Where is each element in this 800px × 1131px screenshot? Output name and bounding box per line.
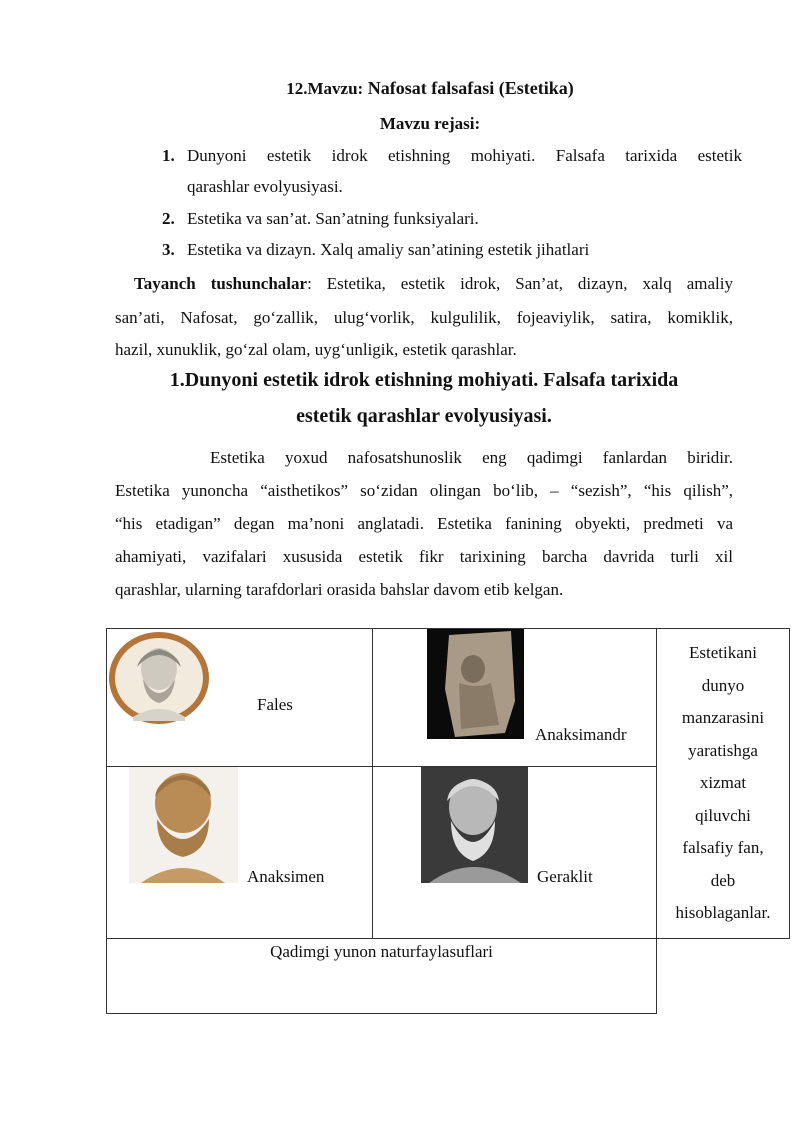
plan-item-number: 3. xyxy=(162,240,175,259)
title-text: Nafosat falsafasi (Estetika) xyxy=(363,78,574,98)
plan-item-number: 1. xyxy=(162,146,175,165)
side-description-cell xyxy=(657,629,790,939)
side-text-line: manzarasini xyxy=(681,708,765,728)
geraklit-portrait xyxy=(421,767,528,883)
side-text-line: dunyo xyxy=(701,675,745,695)
plan-item-text-cont: qarashlar evolyusiyasi. xyxy=(187,177,343,196)
side-text-line: deb xyxy=(710,870,736,890)
side-text-line: yaratishga xyxy=(688,740,758,760)
side-text-line: qiluvchi xyxy=(695,805,751,825)
key-concepts-line: hazil, xunuklik, go‘zal olam, uyg‘unligik, estetik qarashlar. xyxy=(115,340,517,359)
side-text-line: xizmat xyxy=(699,773,747,793)
side-text-line: hisoblaganlar. xyxy=(675,903,771,923)
paragraph-line: Estetika yunoncha “aisthetikos” so‘zidan olingan bo‘lib, – “sezish”, “his qilish”, xyxy=(115,481,733,500)
plan-item-text: Estetika va dizayn. Xalq amaliy san’atining estetik jihatlari xyxy=(187,240,590,259)
paragraph-line: qarashlar, ularning tarafdorlari orasida bahslar davom etib kelgan. xyxy=(115,580,564,599)
table-footer-text: Qadimgi yunon naturfaylasuflari xyxy=(270,942,493,961)
key-concepts-line: Tayanch tushunchalar: Estetika, estetik idrok, San’at, dizayn, xalq amaliy xyxy=(134,274,733,293)
paragraph-line: “his etadigan” degan ma’noni anglatadi. Estetika fanining obyekti, predmeti va xyxy=(115,514,733,533)
philosopher-name: Anaksimen xyxy=(247,867,325,886)
paragraph-line: Estetika yoxud nafosatshunoslik eng qadimgi fanlardan biridir. xyxy=(210,448,733,467)
table-footer-cell xyxy=(107,939,657,1014)
side-text-line: Estetikani xyxy=(689,643,757,663)
plan-item-1 xyxy=(162,140,742,202)
side-text-line: falsafiy fan, xyxy=(682,838,764,858)
fales-portrait xyxy=(107,629,211,727)
page-title xyxy=(0,78,800,99)
philosophers-table xyxy=(106,628,790,1014)
plan-item-text: Estetika va san’at. San’atning funksiyalari. xyxy=(187,209,479,228)
section-heading-cont: estetik qarashlar evolyusiyasi. xyxy=(296,405,552,427)
section-heading: 1.Dunyoni estetik idrok etishning mohiyati. Falsafa tarixida xyxy=(169,369,679,391)
anaksimandr-portrait xyxy=(427,629,524,739)
philosopher-name: Fales xyxy=(257,695,293,714)
plan-item-number: 2. xyxy=(162,209,175,228)
key-concepts-label: Tayanch tushunchalar xyxy=(134,274,308,293)
plan-item-3 xyxy=(162,234,742,265)
anaksimen-portrait xyxy=(129,767,238,883)
philosopher-cell-fales xyxy=(107,629,373,767)
plan-heading: Mavzu rejasi: xyxy=(379,114,481,133)
philosopher-cell-geraklit xyxy=(373,767,657,939)
philosopher-name: Anaksimandr xyxy=(535,725,627,744)
philosopher-cell-anaksimen xyxy=(107,767,373,939)
title-prefix: 12.Mavzu: xyxy=(286,79,364,98)
plan-item-2 xyxy=(162,203,742,234)
key-concepts-line: san’ati, Nafosat, go‘zallik, ulug‘vorlik, kulgulilik, fojeaviylik, satira, komiklik, xyxy=(115,308,733,327)
philosopher-name: Geraklit xyxy=(537,867,593,886)
philosopher-cell-anaksimandr xyxy=(373,629,657,767)
plan-item-text: Dunyoni estetik idrok etishning mohiyati. Falsafa tarixida estetik xyxy=(187,146,742,165)
paragraph-line: ahamiyati, vazifalari xususida estetik fikr tarixining barcha davrida turli xil xyxy=(115,547,733,566)
